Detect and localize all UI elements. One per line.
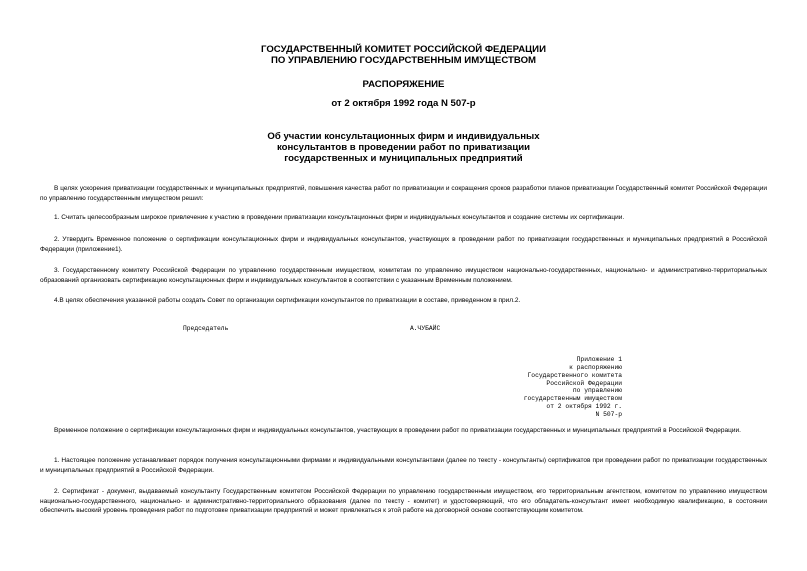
committee-name-line2: ПО УПРАВЛЕНИЮ ГОСУДАРСТВЕННЫМ ИМУЩЕСТВОМ <box>270 55 537 66</box>
document-type: РАСПОРЯЖЕНИЕ <box>362 79 445 90</box>
appendix-line: Государственного комитета <box>527 371 622 379</box>
appendix-line: Приложение 1 <box>576 356 622 363</box>
clause-3: 3. Государственному комитету Российской Федерации по управлению государственным имуществом, комитетам по управлению имуществом национально-государственных, национально- и административно-территориальных образований организовать сертификацию консультационных фирм и индивидуальных консультантов в соответствии с указанным Временным положением. <box>40 267 767 284</box>
intro-paragraph: В целях ускорения приватизации государственных и муниципальных предприятий, повышения качества работ по приватизации и сокращения сроков разработки планов приватизации Государственный комитет Российской Федерации по управлению государственным имуществом решил: <box>40 185 767 202</box>
appendix-line: по управлению <box>572 387 622 395</box>
signature-role: Председатель <box>183 325 229 332</box>
clause-1: 1. Считать целесообразным широкое привлечение к участию в проведении приватизации консультационных фирм и индивидуальных консультантов и создание системы их сертификации. <box>54 214 625 221</box>
appendix-line: Российской Федерации <box>546 379 622 387</box>
appendix-line: от 2 октября 1992 г. <box>546 403 622 411</box>
regulation-intro: Временное положение о сертификации консультационных фирм и индивидуальных консультантов, участвующих в проведении работ по приватизации государственных и муниципальных предприятий в Российской Федерации. <box>54 427 741 434</box>
appendix-reference <box>500 356 622 419</box>
document-title-line1: Об участии консультационных фирм и индивидуальных <box>267 131 540 142</box>
regulation-clause-2: 2. Сертификат - документ, выдаваемый консультанту Государственным комитетом Российской Федерации по управлению государственным имуществом, его территориальным агентством, комитетом по управлению имуществом национально-государственного, национально- и административно-территориального образования (далее по тексту - комитет) и удостоверяющий, что его обладатель-консультант имеет необходимую квалификацию, в состоянии обеспечить высокий уровень проведения работ по подготовке приватизации предприятий и может привлекаться к этой работе на договорной основе соответствующим комитетом. <box>40 488 767 514</box>
document-title-line2: консультантов в проведении работ по приватизации <box>276 142 531 153</box>
committee-name-line1: ГОСУДАРСТВЕННЫЙ КОМИТЕТ РОССИЙСКОЙ ФЕДЕРАЦИИ <box>261 44 546 55</box>
regulation-clause-1: 1. Настоящее положение устанавливает порядок получения консультационными фирмами и индивидуальными консультантами (далее по тексту - консультанты) сертификатов при проведении работ по приватизации государственных и муниципальных предприятий в Российской Федерации. <box>40 457 767 474</box>
appendix-line: N 507-р <box>595 410 622 418</box>
appendix-line: государственным имуществом <box>523 395 622 403</box>
clause-2: 2. Утвердить Временное положение о сертификации консультационных фирм и индивидуальных консультантов, участвующих в проведении работ по приватизации государственных и муниципальных предприятий в Российской Федерации (приложение1). <box>40 236 767 253</box>
document-title-line3: государственных и муниципальных предприятий <box>284 153 523 164</box>
appendix-line: к распоряжению <box>569 363 622 371</box>
document-date-number: от 2 октября 1992 года N 507-р <box>331 98 476 109</box>
signature-name: А.ЧУБАЙС <box>410 325 441 332</box>
clause-4: 4.В целях обеспечения указанной работы создать Совет по организации сертификации консультантов по приватизации в составе, приведенном в прил.2. <box>54 297 521 304</box>
